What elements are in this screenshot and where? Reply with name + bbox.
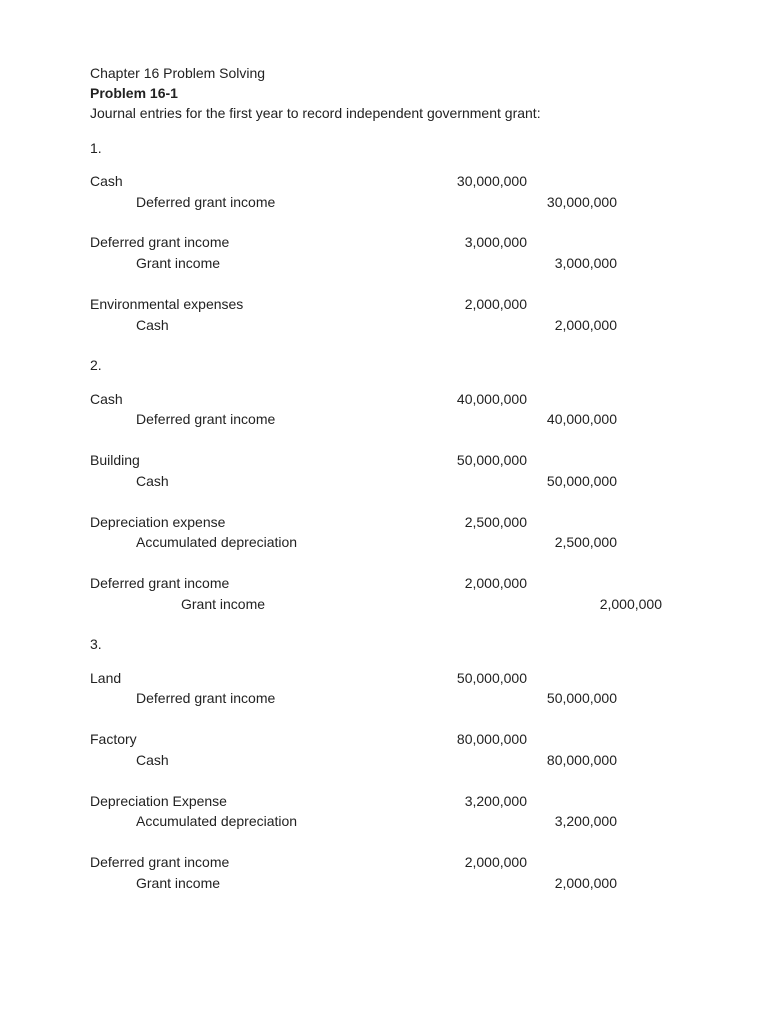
debit-account: Deferred grant income — [90, 234, 230, 250]
debit-amount: 3,000,000 — [464, 234, 527, 250]
credit-account: Accumulated depreciation — [136, 813, 298, 829]
debit-amount: 2,500,000 — [464, 514, 527, 530]
debit-amount: 80,000,000 — [456, 731, 527, 747]
debit-amount: 40,000,000 — [456, 391, 527, 407]
credit-account: Cash — [136, 473, 169, 489]
debit-account: Building — [90, 452, 140, 468]
debit-account: Deferred grant income — [90, 854, 230, 870]
problem-title: Problem 16-1 — [90, 85, 178, 101]
credit-amount: 80,000,000 — [546, 752, 617, 768]
section-number: 3. — [90, 636, 102, 652]
debit-amount: 2,000,000 — [464, 296, 527, 312]
intro-text: Journal entries for the first year to record independent government grant: — [90, 105, 541, 121]
debit-amount: 2,000,000 — [464, 854, 527, 870]
credit-amount: 50,000,000 — [546, 473, 617, 489]
credit-amount: 2,000,000 — [554, 875, 617, 891]
credit-account: Grant income — [136, 255, 221, 271]
credit-account: Grant income — [136, 875, 221, 891]
credit-account: Cash — [136, 752, 169, 768]
debit-account: Deferred grant income — [90, 575, 230, 591]
debit-account: Depreciation expense — [90, 514, 226, 530]
debit-account: Depreciation Expense — [90, 793, 227, 809]
chapter-title: Chapter 16 Problem Solving — [90, 65, 266, 81]
credit-account: Deferred grant income — [136, 194, 276, 210]
debit-amount: 30,000,000 — [456, 173, 527, 189]
credit-amount: 30,000,000 — [546, 194, 617, 210]
credit-amount: 3,200,000 — [554, 813, 617, 829]
credit-account: Deferred grant income — [136, 411, 276, 427]
debit-amount: 2,000,000 — [464, 575, 527, 591]
credit-amount: 50,000,000 — [546, 690, 617, 706]
credit-amount: 2,500,000 — [554, 534, 617, 550]
credit-account: Cash — [136, 317, 169, 333]
section-number: 2. — [90, 357, 102, 373]
credit-account: Accumulated depreciation — [136, 534, 298, 550]
credit-amount: 2,000,000 — [554, 317, 617, 333]
debit-account: Factory — [90, 731, 137, 747]
section-number: 1. — [90, 140, 102, 156]
credit-amount: 2,000,000 — [599, 596, 662, 612]
debit-amount: 3,200,000 — [464, 793, 527, 809]
debit-account: Environmental expenses — [90, 296, 244, 312]
credit-amount: 40,000,000 — [546, 411, 617, 427]
credit-account: Deferred grant income — [136, 690, 276, 706]
credit-account: Grant income — [181, 596, 266, 612]
debit-amount: 50,000,000 — [456, 670, 527, 686]
credit-amount: 3,000,000 — [554, 255, 617, 271]
debit-amount: 50,000,000 — [456, 452, 527, 468]
debit-account: Land — [90, 670, 122, 686]
debit-account: Cash — [90, 391, 123, 407]
debit-account: Cash — [90, 173, 123, 189]
